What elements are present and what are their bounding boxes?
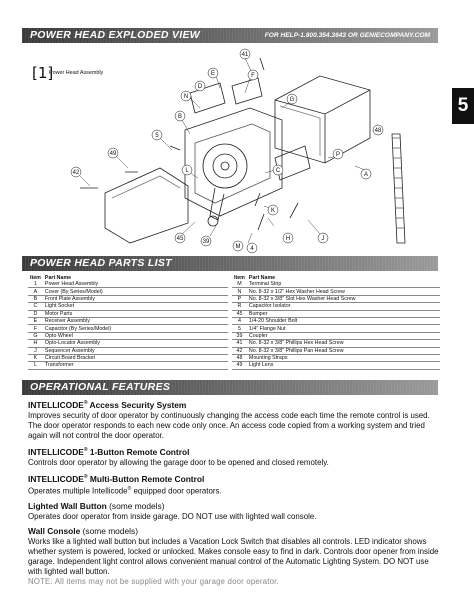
callout-N [181, 91, 191, 101]
callout-M [233, 241, 243, 251]
parts-row [28, 347, 228, 354]
callout-J [318, 233, 328, 243]
parts-list-title: POWER HEAD PARTS LIST [30, 257, 172, 269]
svg-text:N: N [183, 94, 189, 100]
part-name: 1/4" Flange Nut [247, 325, 440, 332]
item-header: Item [30, 274, 41, 281]
item-header: Item [234, 274, 245, 281]
svg-text:41: 41 [241, 52, 249, 58]
lighted-wall-button-text: Operates door operator from inside garage. DO NOT use with lighted wall console. [28, 512, 317, 522]
part-item: E [28, 317, 43, 324]
one-button-text: Controls door operator by allowing the garage door to be opened and closed remotely. [28, 457, 329, 467]
callout-F [248, 70, 258, 80]
intellicode-heading: INTELLICODE® Access Security System [28, 399, 187, 410]
parts-row [28, 288, 228, 295]
part-item: 39 [232, 332, 247, 339]
parts-list-header [22, 256, 438, 271]
assembly-number: [1] [32, 64, 54, 82]
features-header [22, 380, 438, 395]
parts-row [232, 347, 440, 354]
svg-text:5: 5 [155, 133, 159, 139]
svg-text:K: K [270, 208, 276, 214]
callout-B [175, 111, 185, 121]
section-tab: 5 [452, 88, 474, 124]
part-item: 42 [232, 347, 247, 354]
callout-P [333, 149, 343, 159]
parts-row [28, 340, 228, 347]
part-name: Cover (By Series/Model) [43, 288, 228, 295]
mounting-strap-outline [392, 134, 405, 243]
part-item: N [232, 288, 247, 295]
callout-49 [108, 148, 118, 158]
parts-row [232, 332, 440, 339]
part-item: 49 [232, 362, 247, 369]
callout-41 [240, 49, 250, 59]
help-contact: FOR HELP-1.800.354.3643 OR GENIECOMPANY.COM [264, 32, 430, 39]
part-name: Motor Parts [43, 310, 228, 317]
part-item: R [232, 303, 247, 310]
callout-48 [373, 125, 383, 135]
svg-text:B: B [177, 114, 183, 120]
callout-C [273, 165, 283, 175]
part-name: Receiver Assembly [43, 317, 228, 324]
callout-39 [201, 236, 211, 246]
assembly-label: Power Head Assembly [49, 70, 104, 76]
exploded-view-diagram [20, 38, 420, 252]
svg-text:G: G [289, 97, 295, 103]
part-name: No. 8-32 x 3/8" Phillips Pan Head Screw [247, 347, 440, 354]
parts-row [28, 332, 228, 339]
callout-5 [152, 130, 162, 140]
svg-text:C: C [275, 168, 281, 174]
svg-text:39: 39 [202, 239, 210, 245]
callout-E [208, 68, 218, 78]
part-item: F [28, 325, 43, 332]
callout-4 [247, 243, 257, 253]
part-item: 45 [232, 310, 247, 317]
part-name: Opto-Locator Assembly [43, 340, 228, 347]
part-name: Light Socket [43, 303, 228, 310]
callout-G [287, 94, 297, 104]
part-name-header: Part Name [248, 274, 276, 281]
part-name: No. 8-32 x 3/8" Phillips Hex Head Screw [247, 340, 440, 347]
part-name: No. 8-32 x 3/8" Slot Hex Washer Head Screw [247, 295, 440, 302]
part-item: 5 [232, 325, 247, 332]
svg-text:E: E [210, 71, 216, 77]
svg-text:A: A [363, 172, 369, 178]
part-name: No. 8-32 x 1/2" Hex Washer Head Screw [247, 288, 440, 295]
callout-H [283, 233, 293, 243]
wall-console-text: Works like a lighted wall button but includes a Vacation Lock Switch that disables all controls. LED indicator shows whether system is powered, locked or unlocked. Makes console easy to find in dark. Controls door opener from inside garage. Independent light control allows convenient manual control of the Automatic Lighting System. DO NOT use with lighted wall button. [28, 537, 439, 577]
part-name: Bumper [247, 310, 440, 317]
part-item: D [28, 310, 43, 317]
parts-row [232, 288, 440, 295]
multi-button-text: Operates multiple Intellicode® equipped door operators. [28, 486, 222, 497]
svg-text:45: 45 [176, 236, 184, 242]
svg-text:4: 4 [250, 246, 254, 252]
intellicode-text: Improves security of door operator by continuously changing the access code each time the remote control is used. The door operator responds to each new code only once. An access code copied from a working system and tried again will not control the door operator. [28, 410, 430, 440]
multi-button-heading: INTELLICODE® Multi-Button Remote Control [28, 473, 205, 484]
parts-table-right [232, 274, 440, 370]
part-name: Capacitor (By Series/Model) [43, 325, 228, 332]
part-item: 4 [232, 317, 247, 324]
part-item: K [28, 354, 43, 361]
svg-text:D: D [197, 84, 203, 90]
part-item: 48 [232, 354, 247, 361]
part-name: Transformer [43, 362, 228, 369]
part-item: P [232, 295, 247, 302]
part-name: Light Lens [247, 362, 440, 369]
parts-row [28, 310, 228, 317]
part-name: Circuit Board Bracket [43, 354, 228, 361]
parts-row [28, 362, 228, 369]
parts-row [232, 325, 440, 332]
part-name: Capacitor Isolator [247, 303, 440, 310]
part-name: Sequencer Assembly [43, 347, 228, 354]
wall-console-heading: Wall Console (some models) [28, 526, 138, 537]
callout-42 [71, 167, 81, 177]
part-item: 1 [28, 281, 43, 288]
parts-row [232, 295, 440, 302]
part-item: 41 [232, 340, 247, 347]
features-title: OPERATIONAL FEATURES [30, 381, 171, 393]
part-item: H [28, 340, 43, 347]
callout-L [182, 165, 192, 175]
svg-text:H: H [285, 236, 291, 242]
parts-row [28, 295, 228, 302]
parts-row [232, 317, 440, 324]
light-lens-outline [105, 168, 188, 243]
part-item: J [28, 347, 43, 354]
svg-text:M: M [235, 244, 241, 250]
parts-row [232, 340, 440, 347]
exploded-view-title: POWER HEAD EXPLODED VIEW [30, 29, 200, 41]
motor-outline [203, 144, 247, 188]
callout-A [361, 169, 371, 179]
parts-row [232, 310, 440, 317]
part-item: G [28, 332, 43, 339]
parts-row [28, 303, 228, 310]
svg-text:49: 49 [109, 151, 117, 157]
cover-outline [275, 76, 370, 163]
lighted-wall-button-heading: Lighted Wall Button (some models) [28, 501, 165, 512]
parts-table-left [28, 274, 228, 370]
part-item: M [232, 281, 247, 288]
svg-text:48: 48 [374, 128, 382, 134]
front-plate-outline [185, 108, 282, 216]
parts-row [28, 325, 228, 332]
part-name: Opto Wheel [43, 332, 228, 339]
parts-row [232, 281, 440, 288]
parts-row [28, 281, 228, 288]
part-item: C [28, 303, 43, 310]
parts-row [232, 362, 440, 369]
svg-text:J: J [321, 236, 325, 242]
part-name-header: Part Name [44, 274, 72, 281]
part-name: Front Plate Assembly [43, 295, 228, 302]
part-name: Mounting Straps [247, 354, 440, 361]
features-section [28, 398, 444, 581]
callout-D [195, 81, 205, 91]
svg-text:F: F [251, 73, 255, 79]
part-name: Terminal Strip [247, 281, 440, 288]
svg-text:L: L [185, 168, 189, 174]
part-name: Coupler [247, 332, 440, 339]
supply-note: NOTE: All items may not be supplied with your garage door operator. [28, 577, 279, 586]
parts-row [28, 354, 228, 361]
part-item: B [28, 295, 43, 302]
svg-text:42: 42 [72, 170, 80, 176]
parts-row [28, 317, 228, 324]
svg-text:P: P [335, 152, 341, 158]
part-item: A [28, 288, 43, 295]
parts-row [232, 354, 440, 361]
part-item: L [28, 362, 43, 369]
callout-K [268, 205, 278, 215]
parts-row [232, 303, 440, 310]
part-name: Power Head Assembly [43, 281, 228, 288]
part-name: 1/4-20 Shoulder Bolt [247, 317, 440, 324]
one-button-heading: INTELLICODE® 1-Button Remote Control [28, 446, 190, 457]
callout-45 [175, 233, 185, 243]
